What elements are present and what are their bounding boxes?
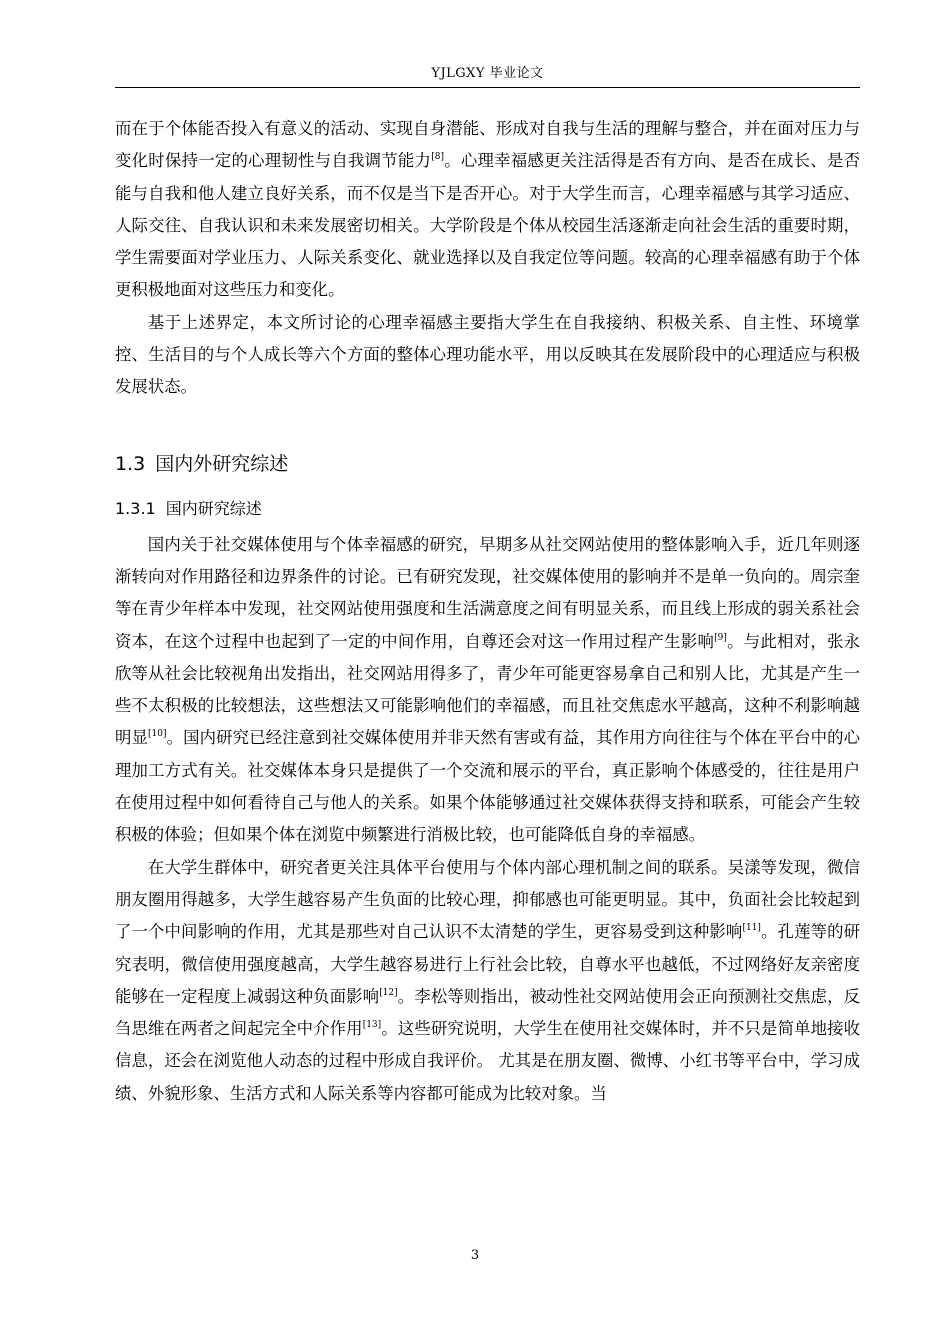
citation-12: [12] [379,987,398,998]
paragraph-college-students-research: 在大学生群体中，研究者更关注具体平台使用与个体内部心理机制之间的联系。吴漾等发现，微信朋友圈用得越多，大学生越容易产生负面的比较心理，抑郁感也可能更明显。其中，负面社会比较起到了一个中间影响的作用，尤其是那些对自己认识不太清楚的学生，更容易受到这种影响[11]。孔莲等的研究表明，微信使用强度越高，大学生越容易进行上行社会比较，自尊水平也越低，不过网络好友亲密度能够在一定程度上减弱这种负面影响[12]。李松等则指出，被动性社交网站使用会正向预测社交焦虑，反刍思维在两者之间起完全中介作用[13]。这些研究说明，大学生在使用社交媒体时，并不只是简单地接收信息，还会在浏览他人动态的过程中形成自我评价。 尤其是在朋友圈、微博、小红书等平台中，学习成绩、外貌形象、生活方式和人际关系等内容都可能成为比较对象。当 [115,857,861,1103]
citation-8: [8] [431,152,444,163]
paragraph-wellbeing-definition-continued: 而在于个体能否投入有意义的活动、实现自身潜能、形成对自我与生活的理解与整合，并在面对压力与变化时保持一定的心理韧性与自我调节能力[8]。心理幸福感更关注活得是否有方向、是否在成长、是否能与自我和他人建立良好关系，而不仅是当下是否开心。对于大学生而言，心理幸福感与其学习适应、人际交往、自我认识和未来发展密切相关。大学阶段是个体从校园生活逐渐走向社会生活的重要时期，学生需要面对学业压力、人际关系变化、就业选择以及自我定位等问题。较高的心理幸福感有助于个体更积极地面对这些压力和变化。 [115,119,861,300]
citation-13: [13] [362,1020,382,1031]
section-heading-1-3: 1.3 国内外研究综述 [115,452,289,475]
page-number: 3 [470,1248,480,1263]
paragraph-definition-summary: 基于上述界定，本文所讨论的心理幸福感主要指大学生在自我接纳、积极关系、自主性、环境掌控、生活目的与个人成长等六个方面的整体心理功能水平，用以反映其在发展阶段中的心理适应与积极发展状态。 [115,312,860,397]
running-header: YJLGXY 毕业论文 [431,66,544,81]
citation-10: [10] [148,729,167,740]
paragraph-domestic-research: 国内关于社交媒体使用与个体幸福感的研究，早期多从社交网站使用的整体影响入手，近几年则逐渐转向对作用路径和边界条件的讨论。已有研究发现，社交媒体使用的影响并不是单一负向的。周宗奎等在青少年样本中发现，社交网站使用强度和生活满意度之间有明显关系，而且线上形成的弱关系社会资本，在这个过程中也起到了一定的中间作用，自尊还会对这一作用过程产生影响[9]。与此相对，张永欣等从社会比较视角出发指出，社交网站用得多了，青少年可能更容易拿自己和别人比，尤其是产生一些不太积极的比较想法，这些想法又可能影响他们的幸福感，而且社交焦虑水平越高，这种不利影响越明显[10]。国内研究已经注意到社交媒体使用并非天然有害或有益，其作用方向往往与个体在平台中的心理加工方式有关。社交媒体本身只是提供了一个交流和展示的平台，真正影响个体感受的，往往是用户在使用过程中如何看待自己与他人的关系。如果个体能够通过社交媒体获得支持和联系，可能会产生较积极的体验；但如果个体在浏览中频繁进行消极比较，也可能降低自身的幸福感。 [115,534,861,845]
header-rule [115,87,860,88]
citation-11: [11] [742,923,761,934]
subsection-heading-1-3-1: 1.3.1 国内研究综述 [115,498,262,518]
citation-9: [9] [714,632,727,643]
page-body [115,113,860,1110]
